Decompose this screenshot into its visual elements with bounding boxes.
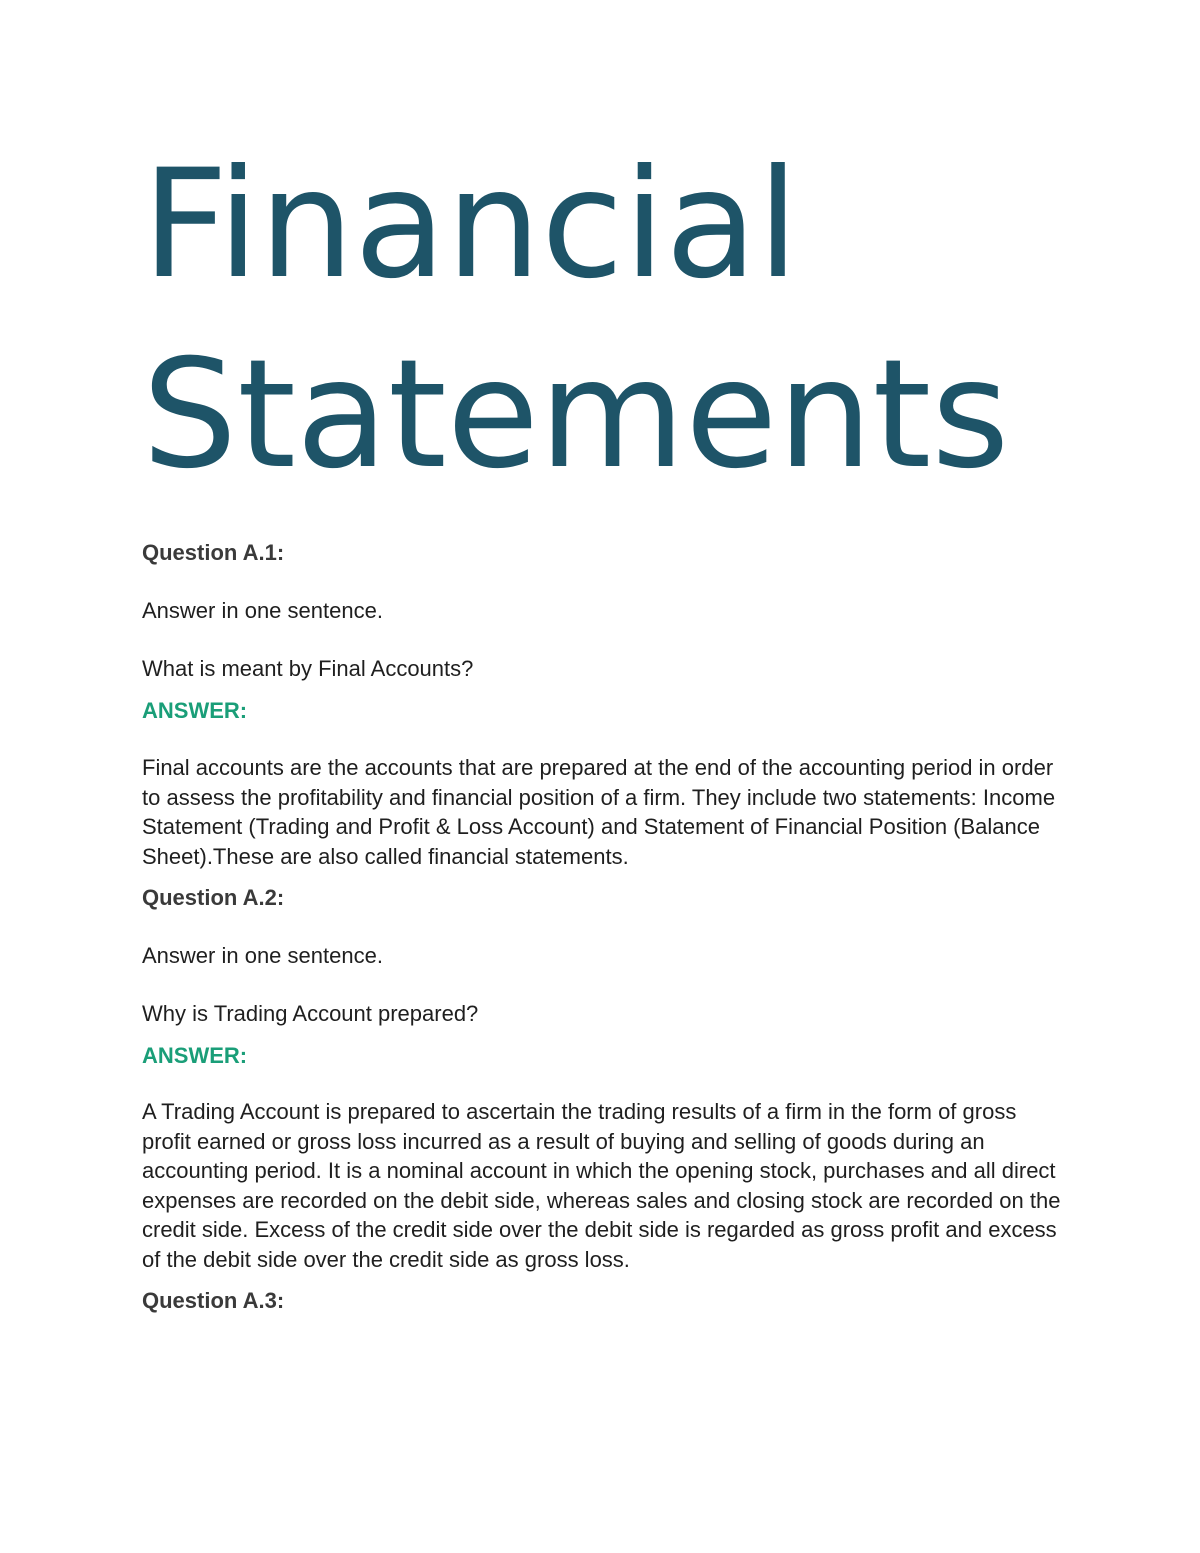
answer-a1-label: ANSWER: (142, 698, 248, 723)
question-a1-instruction: Answer in one sentence. (142, 598, 383, 623)
answer-a1-text: Final accounts are the accounts that are prepared at the end of the accounting period in order to assess the profitability and financial position of a firm. They include two statements: Income Statement (Trading and Profit & Loss Account) and Statement of Financial Position (Balance Sheet).These are also called financial statements. (142, 755, 1056, 869)
answer-a2-label: ANSWER: (142, 1043, 248, 1068)
question-a1-label: Question A.1: (142, 540, 285, 565)
question-a2-instruction: Answer in one sentence. (142, 943, 383, 968)
question-a3-label: Question A.3: (142, 1288, 285, 1313)
title-line-1: Financial (142, 138, 799, 312)
question-a1-text: What is meant by Final Accounts? (142, 656, 474, 681)
title-line-2: Statements (142, 328, 1010, 502)
answer-a2-text: A Trading Account is prepared to ascertain the trading results of a firm in the form of gross profit earned or gross loss incurred as a result of buying and selling of goods during an accounting period. It is a nominal account in which the opening stock, purchases and all direct expenses are recorded on the debit side, whereas sales and closing stock are recorded on the credit side. Excess of the credit side over the debit side is regarded as gross profit and excess of the debit side over the credit side as gross loss. (142, 1099, 1061, 1272)
question-a2-text: Why is Trading Account prepared? (142, 1001, 479, 1026)
question-a2-label: Question A.2: (142, 885, 285, 910)
